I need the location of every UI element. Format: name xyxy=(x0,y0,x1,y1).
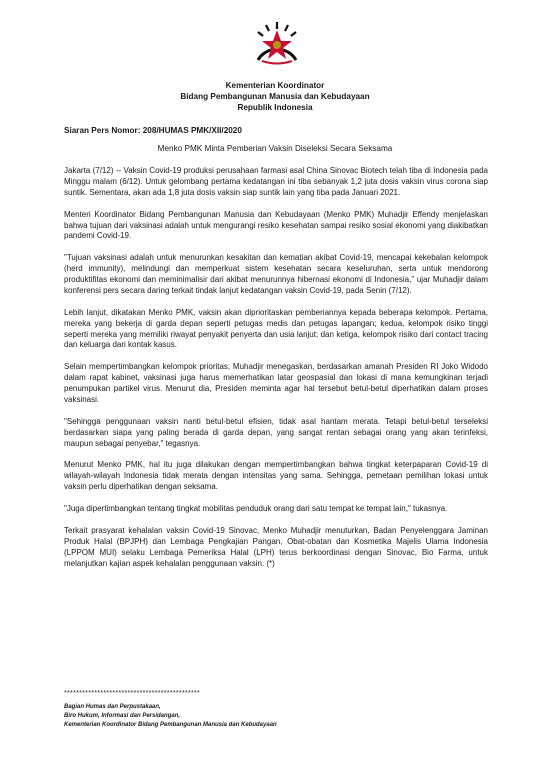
paragraph: Lebih lanjut, dikatakan Menko PMK, vaksin akan diprioritaskan pemberiannya kepada beberapa kelompok. Pertama, mereka yang bekerja di garda depan seperti petugas medis dan petugas lapangan; kedua, kelompok risiko tinggi seperti mereka yang memiliki riwayat penyakit penyerta dan usia lanjut; dan ketiga, kelompok risiko dari contact tracing dan keluarga dari kontak kasus. xyxy=(64,307,488,350)
paragraph: "Tujuan vaksinasi adalah untuk menurunkan kesakitan dan kematian akibat Covid-19, mencapai kekebalan kelompok (herd immunity), melindungi dan memperkuat sistem kesehatan secara keseluruhan, serta untuk mendorong produktifitas ekonomi dan meminimalisir dari akibat menurunnya hibernasi ekonomi di Indonesia," ujar Muhadjir dalam konferensi pers secara daring terkait tindak lanjut kedatangan vaksin Covid-19, pada Senin (7/12). xyxy=(64,253,488,295)
paragraph: Menurut Menko PMK, hal itu juga dilakukan dengan mempertimbangkan bahwa tingkat keterpaparan Covid-19 di wilayah-wilayah Indonesia tidak merata dengan intensitas yang sama. Sehingga, pemetaan pemilihan lokasi untuk vaksin perlu diperhatikan dengan seksama. xyxy=(64,460,488,492)
footer-bureau: Biro Hukum, Informasi dan Persidangan, xyxy=(64,713,181,719)
paragraph: "Juga dipertimbangkan tentang tingkat mobilitas penduduk orang dari satu tempat ke tempat lain," tukasnya. xyxy=(64,503,448,513)
header-ministry: Kementerian Koordinator xyxy=(225,81,325,90)
footer-ministry: Kementerian Koordinator Bidang Pembangunan Manusia dan Kebudayaan xyxy=(64,722,277,728)
footer-dept: Bagian Humas dan Perpustakaan, xyxy=(64,704,161,710)
header-division: Bidang Pembangunan Manusia dan Kebudayaan xyxy=(180,92,370,101)
paragraph: "Sehingga penggunaan vaksin nanti betul-betul efisien, tidak asal hantam merata. Tetapi betul-betul terseleksi berdasarkan siapa yang paling berada di garda depan, yang sangat rentan sebagai orang yang akan terinfeksi, maupun sebagai penyebar," tegasnya. xyxy=(64,416,488,448)
paragraph: Menteri Koordinator Bidang Pembangunan Manusia dan Kebudayaan (Menko PMK) Muhadjir Effendy menjelaskan bahwa tujuan dari vaksinasi adalah untuk mengurangi resiko kesehatan sampai resiko sosial ekonomi yang diakibatkan pandemi Covid-19. xyxy=(64,209,488,241)
document-title: Menko PMK Minta Pemberian Vaksin Diseleksi Secara Seksama xyxy=(157,144,393,153)
paragraph: Jakarta (7/12) -- Vaksin Covid-19 produksi perusahaan farmasi asal China Sinovac Biotech telah tiba di Indonesia pada Minggu malam (6/12). Untuk gelombang pertama kedatangan ini tiba sebanyak 1,2 juta dosis vaksin virus corona siap suntik. Sementara, akan ada 1,8 juta dosis vaksin siap suntik lain yang tiba pada Januari 2021. xyxy=(64,166,488,197)
paragraph: Terkait prasyarat kehalalan vaksin Covid-19 Sinovac, Menko Muhadjir menuturkan, Badan Penyelenggara Jaminan Produk Halal (BPJPH) dan Lembaga Pengkajian Pangan, Obat-obatan dan Kosmetika Majelis Ulama Indonesia (LPPOM MUI) selaku Lembaga Pemeriksa Halal (LPH) terus berkoordinasi dengan Sinovac, Bio Farma, untuk melanjutkan kajian aspek kehalalan penggunaan vaksin. (*) xyxy=(64,525,488,568)
paragraph: Selain mempertimbangkan kelompok prioritas, Muhadjir menegaskan, berdasarkan amanah Presiden RI Joko Widodo dalam rapat kabinet, vaksinasi juga harus memerhatikan latar geospasial dan lokasi di mana kemungkinan terjadi penumpukan partikel virus. Menurut dia, Presiden meminta agar hal tersebut betul-betul diperhatikan dalam proses vaksinasi. xyxy=(64,362,488,404)
press-release-number: Siaran Pers Nomor: 208/HUMAS PMK/XII/2020 xyxy=(64,126,242,135)
separator: ********************************************* xyxy=(64,690,201,697)
star-emblem-icon xyxy=(252,20,302,66)
document-body xyxy=(64,166,488,580)
header-country: Republik Indonesia xyxy=(237,103,313,112)
